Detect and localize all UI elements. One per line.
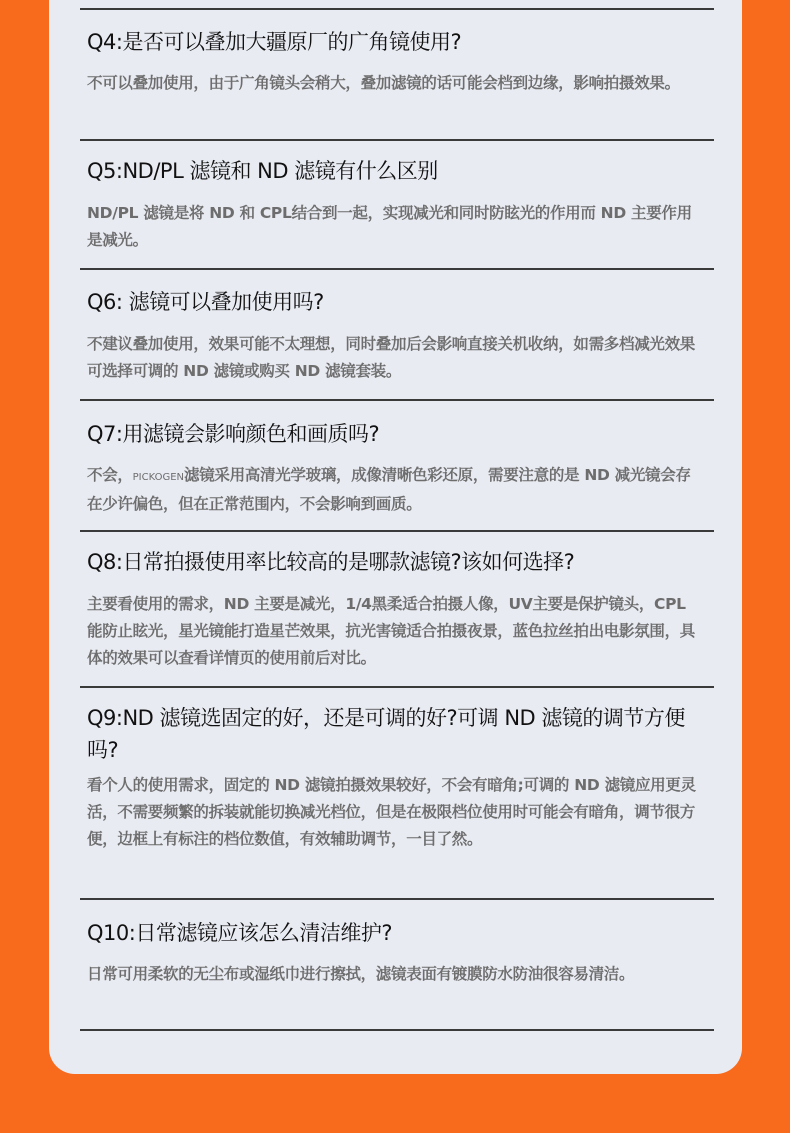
divider: [80, 898, 714, 900]
faq-question-q5: Q5:ND/PL 滤镜和 ND 滤镜有什么区别: [87, 159, 438, 183]
faq-question-q9: Q9:ND 滤镜选固定的好，还是可调的好?可调 ND 滤镜的调节方便吗?: [87, 706, 685, 762]
divider: [80, 1029, 714, 1031]
brand-name: PICKOGEN: [132, 472, 185, 483]
faq-answer-q8: 主要看使用的需求，ND 主要是减光，1/4黑柔适合拍摄人像，UV主要是保护镜头，CPL能防止眩光，星光镜能打造星芒效果，抗光害镜适合拍摄夜景，蓝色拉丝拍出电影氛围，具体的效果可以查看详情页的使用前后对比。: [87, 595, 696, 667]
faq-answer-q4: 不可以叠加使用，由于广角镜头会稍大，叠加滤镜的话可能会档到边缘，影响拍摄效果。: [87, 74, 680, 92]
divider: [80, 686, 714, 688]
faq-answer-q9: 看个人的使用需求，固定的 ND 滤镜拍摄效果较好，不会有暗角;可调的 ND 滤镜应用更灵活，不需要频繁的拆装就能切换减光档位，但是在极限档位使用时可能会有暗角，调节很方便，边框上有标注的档位数值，有效辅助调节，一目了然。: [87, 776, 696, 848]
faq-question-q4: Q4:是否可以叠加大疆原厂的广角镜使用?: [87, 30, 462, 54]
faq-answer-q6: 不建议叠加使用，效果可能不太理想，同时叠加后会影响直接关机收纳，如需多档减光效果可选择可调的 ND 滤镜或购买 ND 滤镜套装。: [87, 335, 696, 380]
faq-answer-q10: 日常可用柔软的无尘布或湿纸巾进行擦拭，滤镜表面有镀膜防水防油很容易清洁。: [87, 965, 635, 983]
divider: [80, 139, 714, 141]
faq-answer-q7: [87, 462, 697, 518]
divider: [80, 530, 714, 532]
divider: [80, 8, 714, 10]
faq-question-q8: Q8:日常拍摄使用率比较高的是哪款滤镜?该如何选择?: [87, 550, 575, 574]
faq-question-q10: Q10:日常滤镜应该怎么清洁维护?: [87, 921, 392, 945]
faq-question-q7: Q7:用滤镜会影响颜色和画质吗?: [87, 422, 380, 446]
faq-answer-q5: ND/PL 滤镜是将 ND 和 CPL结合到一起，实现减光和同时防眩光的作用而 ND 主要作用是减光。: [87, 204, 692, 249]
answer-text: 滤镜采用高清光学玻璃，成像清晰色彩还原，需要注意的是 ND 减光镜会存在少许偏色，但在正常范围内，不会影响到画质。: [87, 466, 691, 513]
divider: [80, 399, 714, 401]
divider: [80, 268, 714, 270]
faq-question-q6: Q6: 滤镜可以叠加使用吗?: [87, 290, 324, 314]
answer-prefix: 不会，: [87, 466, 133, 484]
